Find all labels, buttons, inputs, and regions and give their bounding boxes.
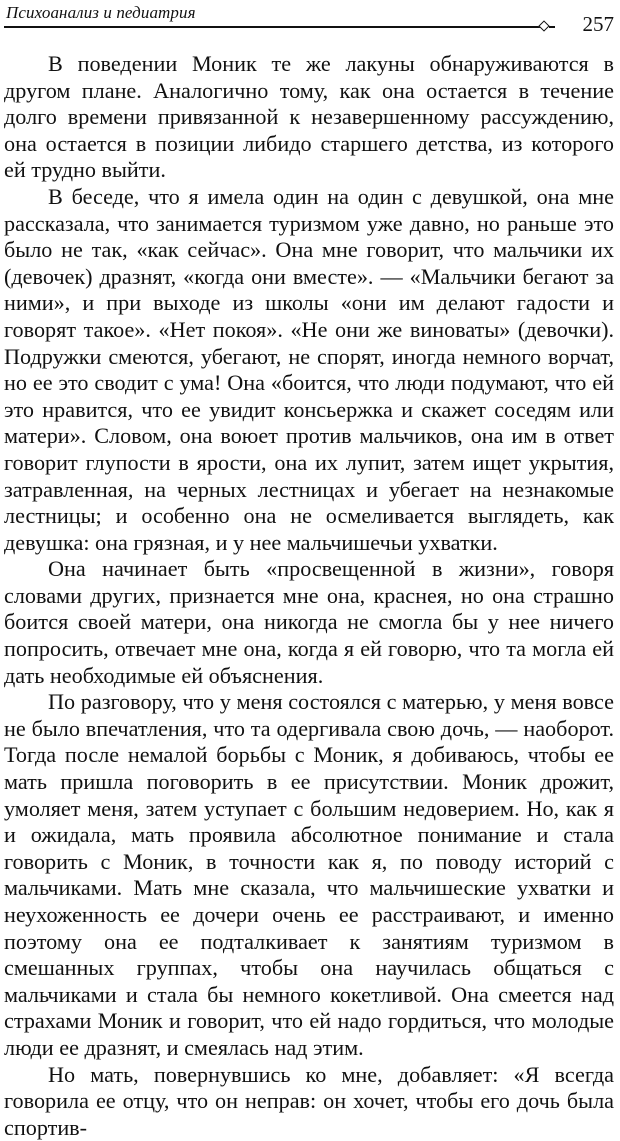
paragraph: В поведении Моник те же лакуны обнаруживаются в другом плане. Аналогично тому, как она остается в течение долго времени привязанной к незавершенному рассуждению, она остается в позиции либидо старшего детства, из которого ей трудно выйти. [4, 51, 614, 183]
header-diamond-ornament [538, 20, 549, 31]
paragraph: В беседе, что я имела один на один с девушкой, она мне рассказала, что занимается туризмом уже давно, но раньше это было не так, «как сейчас». Она мне говорит, что мальчики их (девочек) дразнят, «когда они вместе». — «Мальчики бегают за ними», и при выходе из школы «они им делают гадости и говорят такое». «Нет покоя». «Не они же виноваты» (девочки). Подружки смеются, убегают, не спорят, иногда немного ворчат, но ее это сводит с ума! Она «боится, что люди подумают, что ей это нравится, что ее увидит консьержка и скажет соседям или матери». Словом, она воюет против мальчиков, она им в ответ говорит глупости в ярости, она их лупит, затем ищет укрытия, затравленная, на черных лестницах и убегает на незнакомые лестницы; и особенно она не осмеливается выглядеть, как девушка: она грязная, и у нее мальчишечьи ухватки. [4, 183, 614, 555]
page-number: 257 [582, 12, 614, 36]
paragraph: Но мать, повернувшись ко мне, добавляет: «Я всегда говорила ее отцу, что он неправ: он хочет, чтобы его дочь была спортив- [4, 1061, 614, 1140]
paragraph: По разговору, что у меня состоялся с матерью, у меня вовсе не было впечатления, что та одергивала свою дочь, — наоборот. Тогда после немалой борьбы с Моник, я добиваюсь, чтобы ее мать пришла поговорить в ее присутствии. Моник дрожит, умоляет меня, затем уступает с большим недоверием. Но, как я и ожидала, мать проявила абсолютное понимание и стала говорить с Моник, в точности как я, по поводу историй с мальчиками. Мать мне сказала, что мальчишеские ухватки и неухоженность ее дочери очень ее расстраивают, и именно поэтому она ее подталкивает к занятиям туризмом в смешанных группах, чтобы она научилась общаться с мальчиками и стала бы немного кокетливой. Она смеется над страхами Моник и говорит, что ей надо гордиться, что молодые люди ее дразнят, и смеялась над этим. [4, 689, 614, 1060]
header-rule-tail [549, 26, 555, 28]
body-text [4, 51, 614, 1141]
paragraph: Она начинает быть «просвещенной в жизни», говоря словами других, признается мне она, краснея, но она страшно боится своей матери, она никогда не смогла бы у нее ничего попросить, отвечает мне она, когда я ей говорю, что та могла ей дать необходимые ей объяснения. [4, 556, 614, 688]
running-header [4, 2, 616, 36]
header-rule [4, 26, 544, 28]
running-title: Психоанализ и педиатрия [6, 3, 196, 22]
